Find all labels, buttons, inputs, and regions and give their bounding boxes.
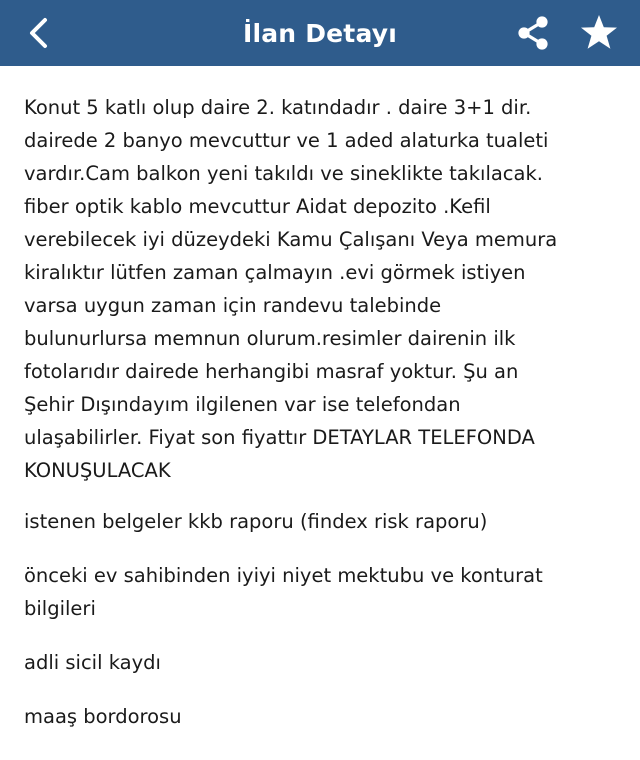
listing-description [0,66,640,733]
required-documents-item: istenen belgeler kkb raporu (findex risk raporu) [24,510,488,533]
favorite-button[interactable] [572,0,626,66]
required-documents-item: maaş bordorosu [24,705,182,728]
back-button[interactable] [14,0,62,66]
required-documents-item: adli sicil kaydı [24,651,161,674]
page-title: İlan Detayı [242,18,398,48]
chevron-left-icon [27,17,49,49]
share-icon [513,13,553,53]
star-icon [579,13,619,53]
top-navigation-bar [0,0,640,66]
required-documents-item: önceki ev sahibinden iyiyi niyet mektubu ve konturat bilgileri [24,564,543,620]
description-main-paragraph: Konut 5 katlı olup daire 2. katındadır . daire 3+1 dir. dairede 2 banyo mevcuttur ve 1 aded alaturka tualeti vardır.Cam balkon yeni takıldı ve sineklikte takılacak. fiber optik kablo mevcuttur Aidat depozito .Kefil verebilecek iyi düzeydeki Kamu Çalışanı Veya memura kiralıktır lütfen zaman çalmayın .evi görmek istiyen varsa uygun zaman için randevu talebinde bulunurlursa memnun olurum.resimler dairenin ilk fotolarıdır dairede herhangibi masraf yoktur. Şu an Şehir Dışındayım ilgilenen var ise telefondan ulaşabilirler. Fiyat son fiyattır DETAYLAR TELEFONDA KONUŞULACAK [24,96,558,482]
share-button[interactable] [506,0,560,66]
